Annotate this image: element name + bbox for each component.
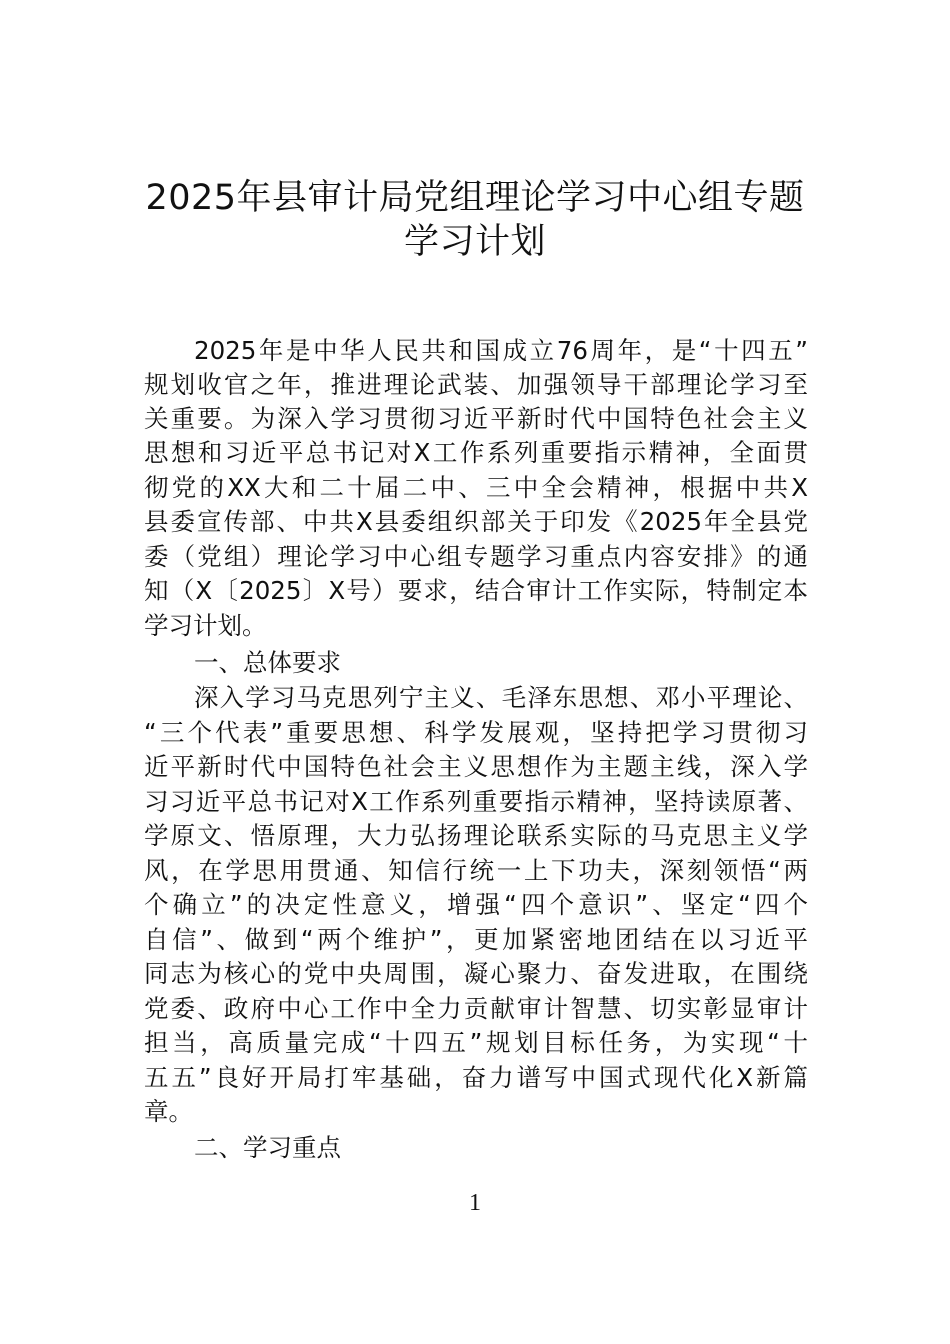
- paragraph-line: 担当，高质量完成“十四五”规划目标任务，为实现“十: [144, 1028, 808, 1057]
- paragraph-line: 2025年是中华人民共和国成立76周年，是“十四五”: [194, 336, 808, 365]
- paragraph-line: 习习近平总书记对X工作系列重要指示精神，坚持读原著、: [144, 787, 808, 816]
- section-heading-study-focus: 二、学习重点: [194, 1133, 341, 1162]
- paragraph-line: 党委、政府中心工作中全力贡献审计智慧、切实彰显审计: [144, 994, 808, 1023]
- paragraph-line: 个确立”的决定性意义，增强“四个意识”、坚定“四个: [144, 890, 808, 919]
- paragraph-line: 学习计划。: [144, 611, 267, 640]
- paragraph-line: 委（党组）理论学习中心组专题学习重点内容安排》的通: [144, 542, 808, 571]
- section-heading-general-requirements: 一、总体要求: [194, 648, 341, 677]
- document-title-line-1: 2025年县审计局党组理论学习中心组专题: [145, 178, 805, 218]
- paragraph-line: 思想和习近平总书记对X工作系列重要指示精神，全面贯: [144, 438, 808, 467]
- paragraph-line: 风，在学思用贯通、知信行统一上下功夫，深刻领悟“两: [144, 856, 808, 885]
- paragraph-line: 深入学习马克思列宁主义、毛泽东思想、邓小平理论、: [194, 683, 808, 712]
- paragraph-line: 彻党的XX大和二十届二中、三中全会精神，根据中共X: [144, 473, 808, 502]
- paragraph-line: 学原文、悟原理，大力弘扬理论联系实际的马克思主义学: [144, 821, 808, 850]
- paragraph-line: 县委宣传部、中共X县委组织部关于印发《2025年全县党: [144, 507, 808, 536]
- paragraph-line: 关重要。为深入学习贯彻习近平新时代中国特色社会主义: [144, 404, 808, 433]
- paragraph-line: 近平新时代中国特色社会主义思想作为主题主线，深入学: [144, 752, 808, 781]
- paragraph-line: 自信”、做到“两个维护”，更加紧密地团结在以习近平: [144, 925, 808, 954]
- page-number: 1: [469, 1190, 481, 1216]
- paragraph-line: 章。: [144, 1097, 193, 1126]
- paragraph-line: 五五”良好开局打牢基础，奋力谱写中国式现代化X新篇: [144, 1063, 808, 1092]
- paragraph-line: “三个代表”重要思想、科学发展观，坚持把学习贯彻习: [144, 718, 808, 747]
- paragraph-line: 同志为核心的党中央周围，凝心聚力、奋发进取，在围绕: [144, 959, 808, 988]
- paragraph-line: 规划收官之年，推进理论武装、加强领导干部理论学习至: [144, 370, 808, 399]
- paragraph-line: 知（X〔2025〕X号）要求，结合审计工作实际，特制定本: [144, 576, 808, 605]
- document-title-line-2: 学习计划: [403, 222, 546, 262]
